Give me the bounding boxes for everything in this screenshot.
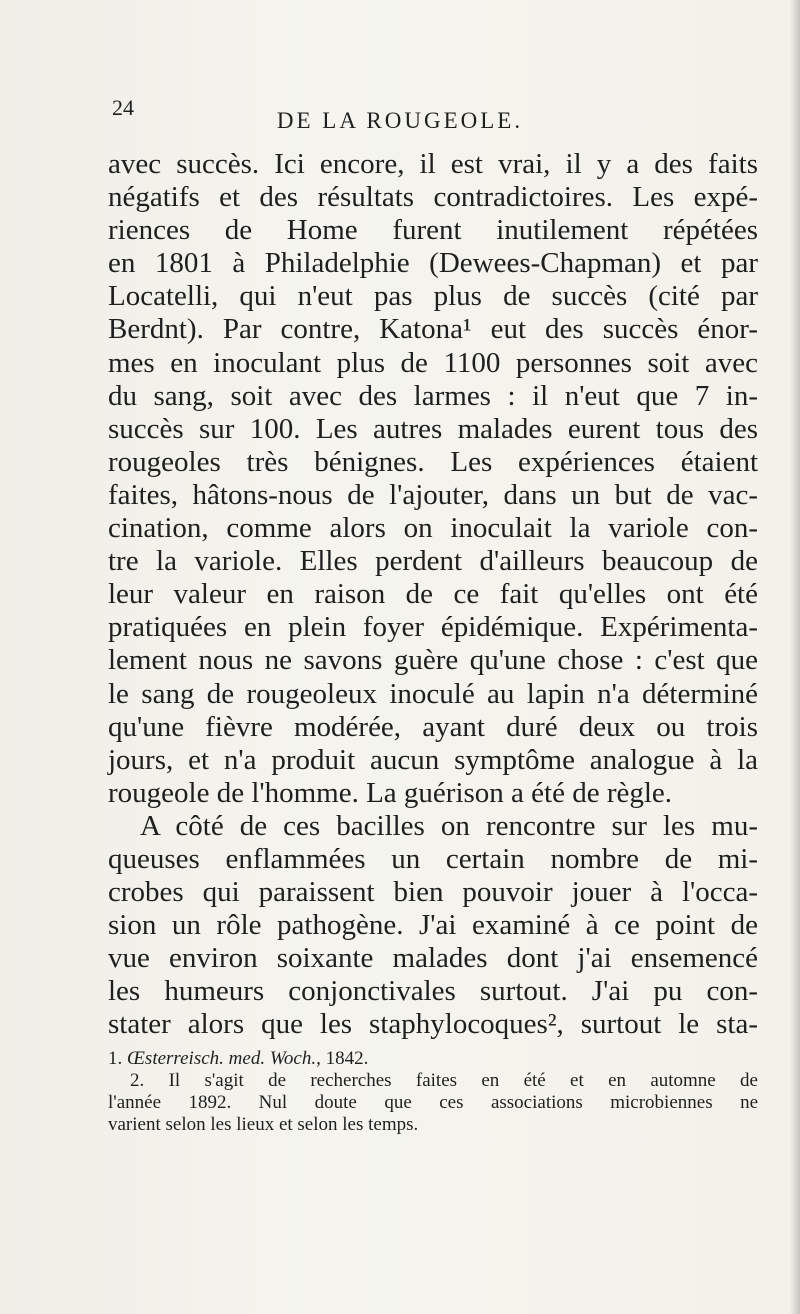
page-number: 24	[112, 95, 134, 120]
text-line: rougeole de l'homme. La guérison a été de règle.	[108, 776, 673, 809]
text-line: rougeoles très bénignes. Les expériences étaient	[108, 445, 758, 478]
text-line: Berdnt). Par contre, Katona¹ eut des succès énor-	[108, 313, 758, 346]
text-line: négatifs et des résultats contradictoires. Les expé-	[108, 181, 758, 214]
text-line: avec succès. Ici encore, il est vrai, il y a des faits	[108, 148, 758, 180]
text-line: du sang, soit avec des larmes : il n'eut que 7 in-	[108, 379, 758, 412]
text-line: pratiquées en plein foyer épidémique. Expérimenta-	[108, 611, 758, 644]
text-line: sion un rôle pathogène. J'ai examiné à ce point de	[108, 909, 758, 942]
footnote-2-line: 2. Il s'agit de recherches faites en été et en automne de	[130, 1070, 758, 1091]
footnote-1	[108, 1048, 758, 1070]
text-line: leur valeur en raison de ce fait qu'elles ont été	[108, 578, 758, 611]
page-edge-shadow	[790, 0, 800, 1314]
text-line: le sang de rougeoleux inoculé au lapin n'a déterminé	[108, 677, 758, 710]
footnote-journal: Œsterreisch. med. Woch.	[127, 1048, 317, 1069]
body-text	[108, 148, 758, 1042]
text-line: lement nous ne savons guère qu'une chose : c'est que	[108, 644, 758, 677]
text-line: faites, hâtons-nous de l'ajouter, dans un but de vac-	[108, 478, 758, 511]
footnote-year: , 1842.	[316, 1048, 369, 1069]
text-line: tre la variole. Elles perdent d'ailleurs beaucoup de	[108, 545, 758, 578]
text-line: en 1801 à Philadelphie (Dewees-Chapman) et par	[108, 247, 758, 280]
text-line: succès sur 100. Les autres malades eurent tous des	[108, 412, 758, 445]
footnote-2-line: varient selon les lieux et selon les temps.	[108, 1114, 419, 1135]
text-line: Locatelli, qui n'eut pas plus de succès (cité par	[108, 280, 758, 313]
text-line: les humeurs conjonctivales surtout. J'ai pu con-	[108, 975, 758, 1008]
text-line: jours, et n'a produit aucun symptôme analogue à la	[108, 743, 758, 776]
footnote-2-line: l'année 1892. Nul doute que ces associations microbiennes ne	[108, 1092, 758, 1113]
footnotes	[108, 1048, 758, 1136]
text-line: qu'une fièvre modérée, ayant duré deux ou trois	[108, 710, 758, 743]
text-line: vue environ soixante malades dont j'ai ensemencé	[108, 942, 758, 975]
running-head: DE LA ROUGEOLE.	[276, 108, 524, 133]
text-line: queuses enflammées un certain nombre de mi-	[108, 842, 758, 875]
text-line: crobes qui paraissent bien pouvoir jouer à l'occa-	[108, 876, 758, 909]
text-line: mes en inoculant plus de 1100 personnes soit avec	[108, 346, 758, 379]
text-line: A côté de ces bacilles on rencontre sur les mu-	[140, 809, 758, 842]
text-line: riences de Home furent inutilement répétées	[108, 214, 758, 247]
text-line: cination, comme alors on inoculait la variole con-	[108, 512, 758, 545]
footnote-number: 1.	[108, 1048, 123, 1069]
text-line: stater alors que les staphylocoques², surtout le sta-	[108, 1008, 758, 1041]
